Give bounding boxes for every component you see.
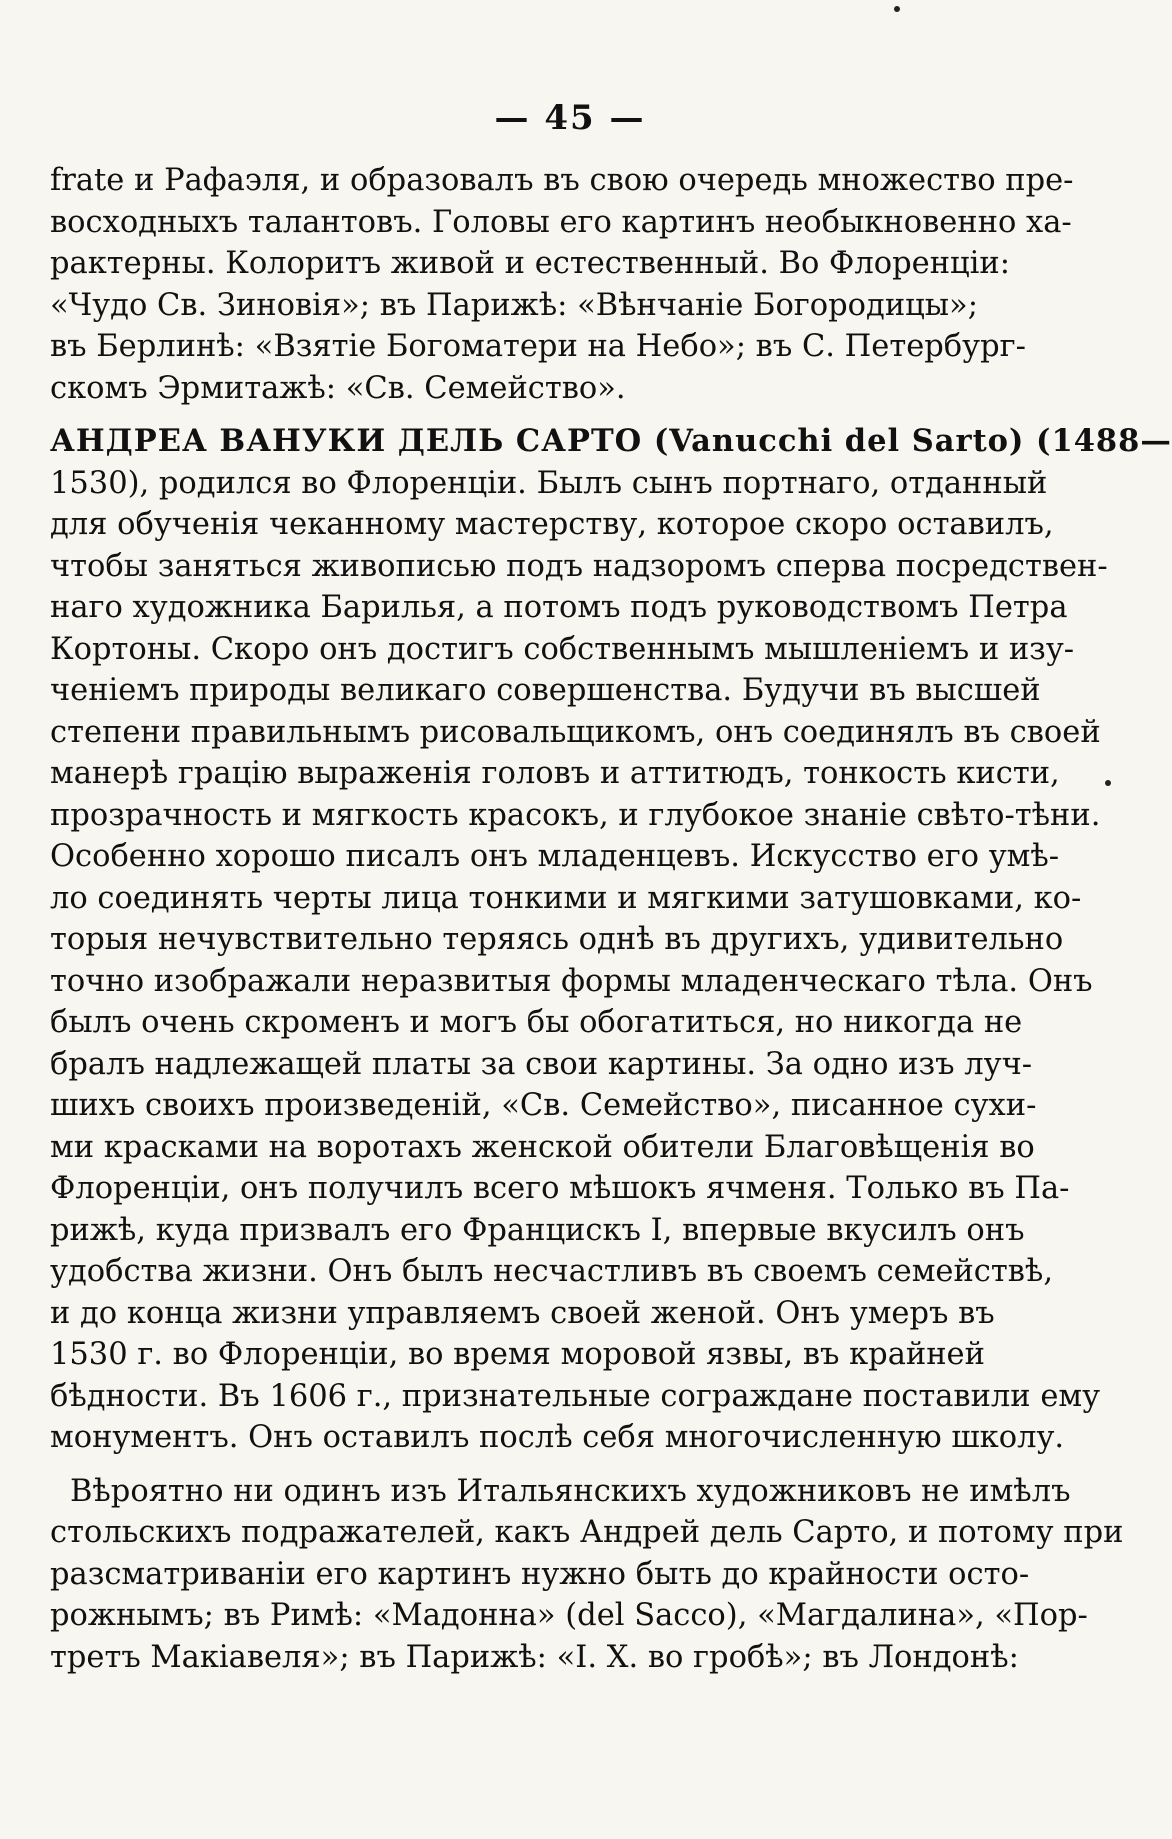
text-line: прозрачность и мягкость красокъ, и глубокое знаніе свѣто-тѣни. bbox=[50, 797, 1101, 833]
text-line: «Чудо Св. Зиновія»; въ Парижѣ: «Вѣнчаніе Богородицы»; bbox=[50, 287, 978, 323]
body-text bbox=[50, 160, 1172, 1678]
paragraph-3 bbox=[50, 1471, 1124, 1679]
text-line: рижѣ, куда призвалъ его Францискъ I, впервые вкусилъ онъ bbox=[50, 1212, 1025, 1248]
text-line: Вѣроятно ни одинъ изъ Итальянскихъ художниковъ не имѣлъ bbox=[70, 1473, 1071, 1509]
text-line: и до конца жизни управляемъ своей женой. Онъ умеръ въ bbox=[50, 1295, 995, 1331]
text-line: чтобы заняться живописью подъ надзоромъ сперва посредствен- bbox=[50, 548, 1108, 584]
text-line: былъ очень скроменъ и могъ бы обогатиться, но никогда не bbox=[50, 1005, 1023, 1040]
page-number: — 45 — bbox=[494, 98, 646, 138]
paragraph-gap bbox=[50, 409, 970, 421]
text-line: торыя нечувствительно теряясь однѣ въ другихъ, удивительно bbox=[50, 922, 1064, 957]
text-line: 1530), родился во Флоренціи. Былъ сынъ портнаго, отданный bbox=[50, 465, 1048, 501]
text-line: стольскихъ подражателей, какъ Андрей дель Сарто, и потому при bbox=[50, 1515, 1124, 1550]
text-line: восходныхъ талантовъ. Головы его картинъ необыкновенно ха- bbox=[50, 204, 1072, 240]
text-line: манерѣ грацію выраженія головъ и аттитюдъ, тонкость кисти, bbox=[50, 756, 1060, 791]
text-line: въ Берлинѣ: «Взятіе Богоматери на Небо»; въ С. Петербург- bbox=[50, 329, 1026, 364]
text-line: степени правильнымъ рисовальщикомъ, онъ соединялъ въ своей bbox=[50, 714, 1101, 750]
text-line: монументъ. Онъ оставилъ послѣ себя многочисленную школу. bbox=[50, 1420, 1065, 1455]
text-line: третъ Макіавеля»; въ Парижѣ: «І. Х. во гробѣ»; въ Лондонѣ: bbox=[50, 1639, 1019, 1675]
text-line: разсматриваніи его картинъ нужно быть до крайности осто- bbox=[50, 1556, 1030, 1592]
text-line: рожнымъ; въ Римѣ: «Мадонна» (del Sacco), «Магдалина», «Пор- bbox=[50, 1598, 1088, 1633]
text-line: удобства жизни. Онъ былъ несчастливъ въ своемъ семействѣ, bbox=[50, 1254, 1054, 1289]
paragraph-gap bbox=[50, 1459, 970, 1471]
artist-heading-line: АНДРЕА ВАНУКИ ДЕЛЬ САРТО (Vanucchi del Sarto) (1488— bbox=[50, 423, 1172, 459]
text-line: 1530 г. во Флоренціи, во время моровой язвы, въ крайней bbox=[50, 1337, 985, 1372]
text-line: точно изображали неразвитыя формы младенческаго тѣла. Онъ bbox=[50, 963, 1093, 999]
text-line: Кортоны. Скоро онъ достигъ собственнымъ мышленіемъ и изу- bbox=[50, 631, 1075, 667]
print-speck bbox=[1105, 780, 1111, 786]
text-line: frate и Рафаэля, и образовалъ въ свою очередь множество пре- bbox=[50, 163, 1074, 198]
text-line: бралъ надлежащей платы за свои картины. За одно изъ луч- bbox=[50, 1046, 1033, 1082]
text-line: рактерны. Колоритъ живой и естественный. Во Флоренціи: bbox=[50, 246, 1010, 281]
print-speck bbox=[894, 6, 900, 12]
text-line: наго художника Барилья, а потомъ подъ руководствомъ Петра bbox=[50, 590, 1068, 625]
text-line: Особенно хорошо писалъ онъ младенцевъ. Искусство его умѣ- bbox=[50, 839, 1060, 874]
text-line: Флоренціи, онъ получилъ всего мѣшокъ ячменя. Только въ Па- bbox=[50, 1171, 1070, 1206]
paragraph-1 bbox=[50, 160, 1074, 409]
text-line: шихъ своихъ произведеній, «Св. Семейство», писанное сухи- bbox=[50, 1088, 1037, 1123]
text-line: ло соединять черты лица тонкими и мягкими затушовками, ко- bbox=[50, 880, 1082, 916]
text-line: бѣдности. Въ 1606 г., признательные сограждане поставили ему bbox=[50, 1378, 1101, 1414]
text-line: скомъ Эрмитажѣ: «Св. Семейство». bbox=[50, 370, 626, 406]
text-line: для обученія чеканному мастерству, которое скоро оставилъ, bbox=[50, 507, 1054, 542]
paragraph-2 bbox=[50, 421, 1172, 1459]
text-line: ми красками на воротахъ женской обители Благовѣщенія во bbox=[50, 1129, 1035, 1165]
text-line: ченіемъ природы великаго совершенства. Будучи въ высшей bbox=[50, 673, 1041, 708]
